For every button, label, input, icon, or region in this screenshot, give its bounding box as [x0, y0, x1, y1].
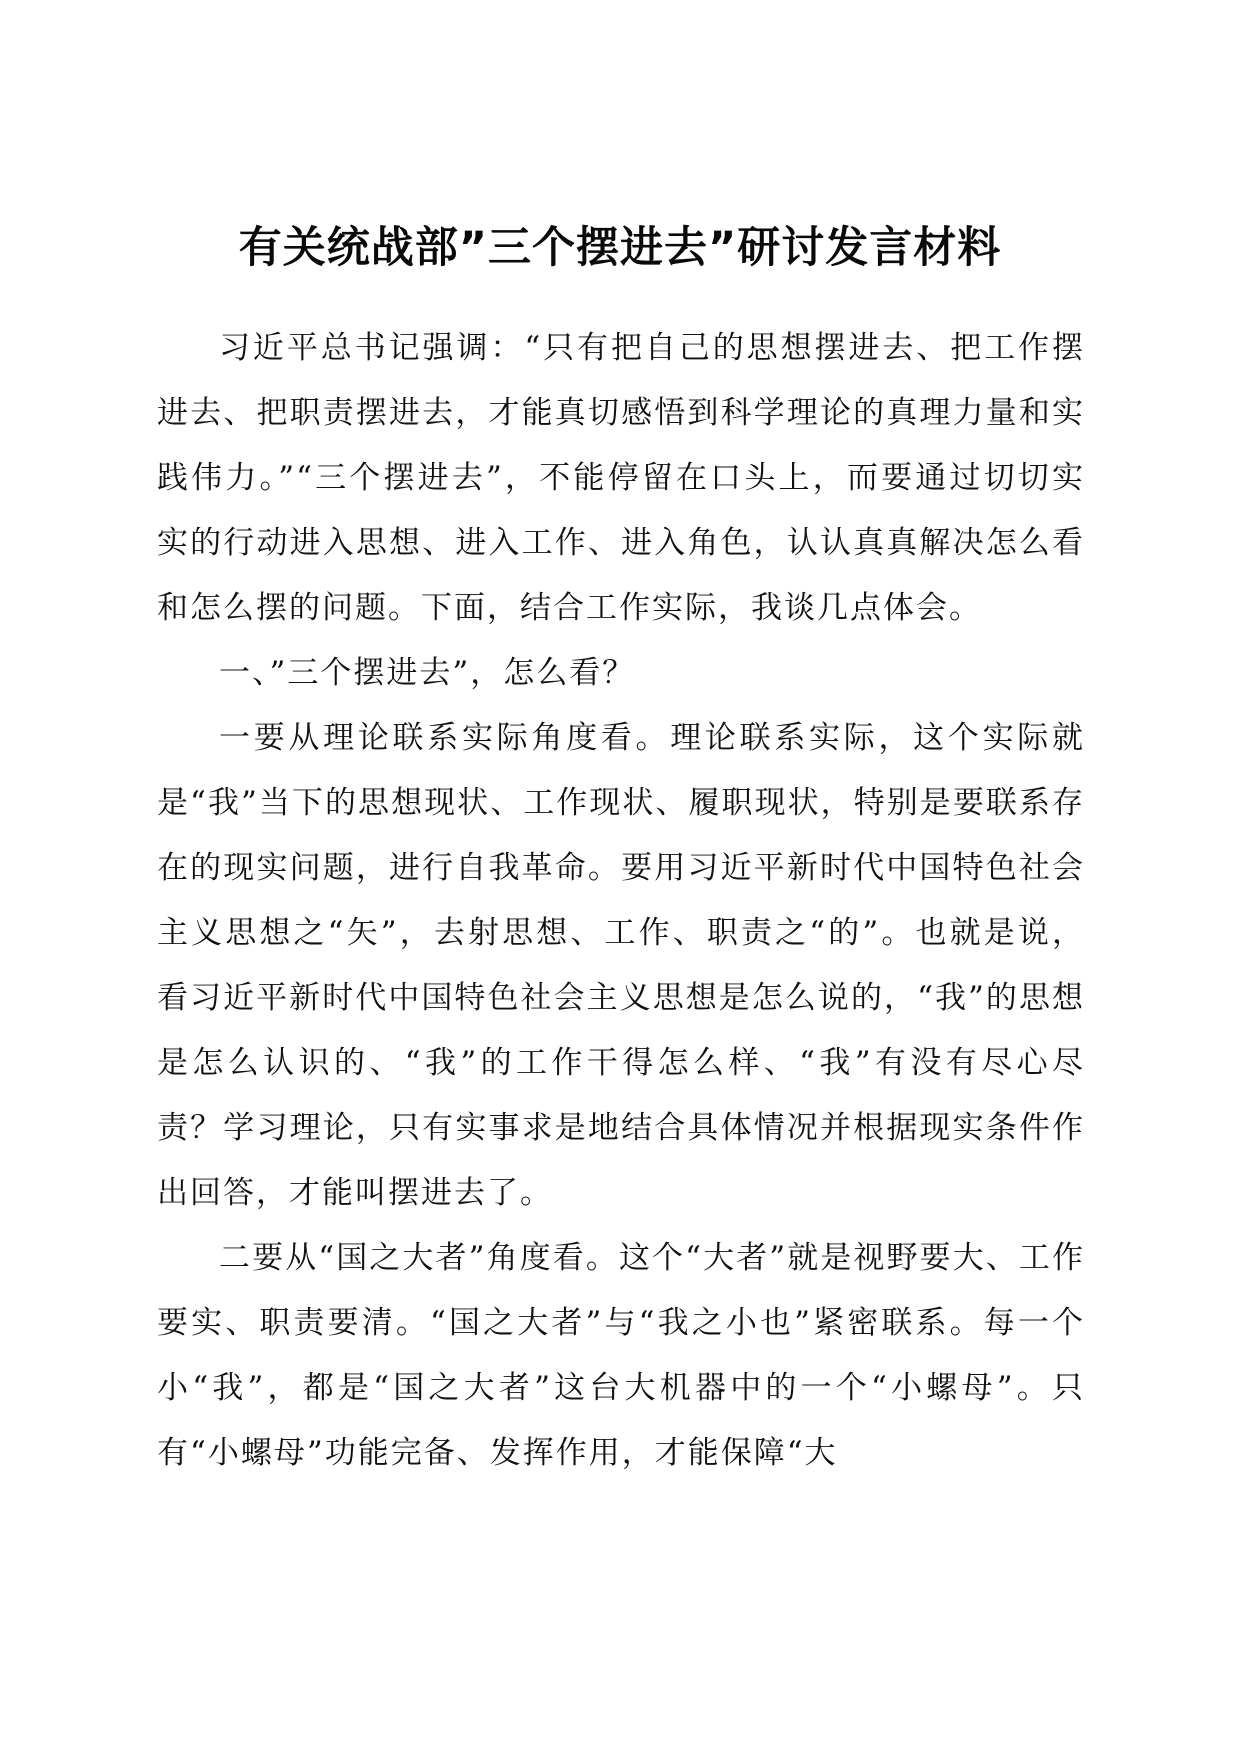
document-body — [157, 316, 1085, 1486]
section-heading-1: 一、”三个摆进去”，怎么看？ — [219, 655, 636, 691]
paragraph-theory-practice: 一要从理论联系实际角度看。理论联系实际，这个实际就是“我”当下的思想现状、工作现状、履职现状，特别是要联系存在的现实问题，进行自我革命。要用习近平新时代中国特色社会主义思想之“矢”，去射思想、工作、职责之“的”。也就是说，看习近平新时代中国特色社会主义思想是怎么说的，“我”的思想是怎么认识的、“我”的工作干得怎么样、“我”有没有尽心尽责？学习理论，只有实事求是地结合具体情况并根据现实条件作出回答，才能叫摆进去了。 — [157, 720, 1085, 1211]
intro-paragraph: 习近平总书记强调：“只有把自己的思想摆进去、把工作摆进去、把职责摆进去，才能真切感悟到科学理论的真理力量和实践伟力。”“三个摆进去”，不能停留在口头上，而要通过切切实实的行动进入思想、进入工作、进入角色，认认真真解决怎么看和怎么摆的问题。下面，结合工作实际，我谈几点体会。 — [157, 330, 1085, 626]
paragraph-national-interest: 二要从“国之大者”角度看。这个“大者”就是视野要大、工作要实、职责要清。“国之大者”与“我之小也”紧密联系。每一个小“我”，都是“国之大者”这台大机器中的一个“小螺母”。只有“小螺母”功能完备、发挥作用，才能保障“大 — [157, 1240, 1085, 1471]
document-title: 有关统战部”三个摆进去”研讨发言材料 — [238, 223, 1002, 273]
